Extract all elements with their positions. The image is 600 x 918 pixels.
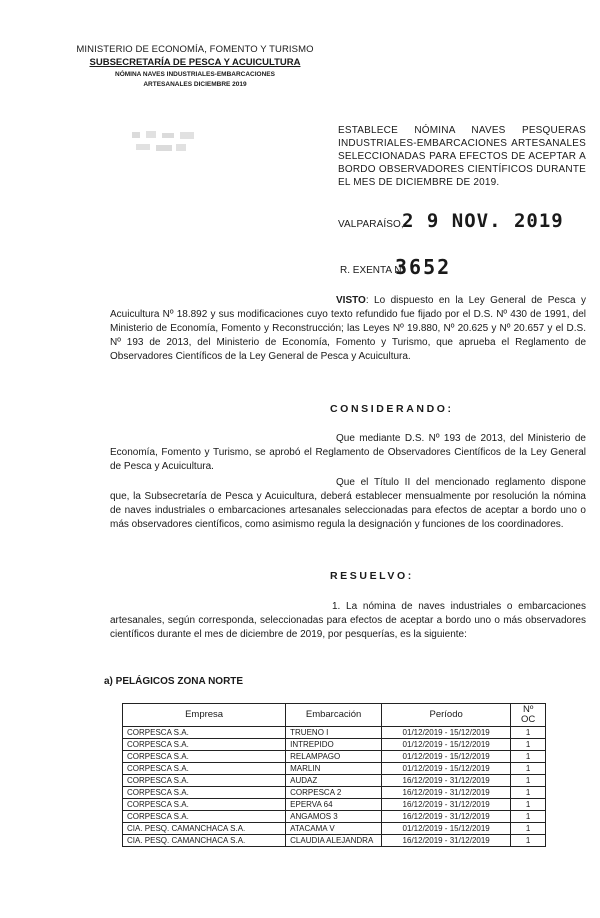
document-code-line-2: ARTESANALES DICIEMBRE 2019 <box>143 81 247 88</box>
cell-embarcacion: ANGAMOS 3 <box>286 811 382 823</box>
resolution-number: 3652 <box>395 255 452 279</box>
table-row <box>123 775 546 787</box>
table-row <box>123 835 546 847</box>
cell-periodo: 16/12/2019 - 31/12/2019 <box>382 835 511 847</box>
cell-empresa: CORPESCA S.A. <box>123 811 286 823</box>
considerando-paragraph-1 <box>110 432 586 474</box>
table-row <box>123 763 546 775</box>
table-header-row <box>123 704 546 727</box>
ministry-name: MINISTERIO DE ECONOMÍA, FOMENTO Y TURISMO <box>76 44 314 55</box>
cell-empresa: CIA. PESQ. CAMANCHACA S.A. <box>123 823 286 835</box>
header-empresa: Empresa <box>123 704 286 727</box>
cell-embarcacion: AUDAZ <box>286 775 382 787</box>
visto-label: VISTO <box>336 295 366 306</box>
table-row <box>123 811 546 823</box>
cell-periodo: 01/12/2019 - 15/12/2019 <box>382 739 511 751</box>
cell-num-oc: 1 <box>511 835 546 847</box>
cell-periodo: 01/12/2019 - 15/12/2019 <box>382 823 511 835</box>
cell-embarcacion: MARLIN <box>286 763 382 775</box>
cell-num-oc: 1 <box>511 799 546 811</box>
stamped-date: 2 9 NOV. 2019 <box>402 210 564 232</box>
resuelvo-heading: RESUELVO: <box>330 570 414 582</box>
cell-embarcacion: ATACAMA V <box>286 823 382 835</box>
vessel-table <box>122 703 546 847</box>
considerando-1-text: Que mediante D.S. Nº 193 de 2013, del Ministerio de Economía, Fomento y Turismo, se aprobó el Reglamento de Observadores Científicos de la Ley General de Pesca y Acuicultura. <box>110 433 586 472</box>
table-row <box>123 823 546 835</box>
subsecretaria-name: SUBSECRETARÍA DE PESCA Y ACUICULTURA <box>89 57 301 68</box>
cell-periodo: 01/12/2019 - 15/12/2019 <box>382 763 511 775</box>
cell-empresa: CIA. PESQ. CAMANCHACA S.A. <box>123 835 286 847</box>
section-a-title: a) PELÁGICOS ZONA NORTE <box>104 676 244 687</box>
considerando-2-text: Que el Título II del mencionado reglamento dispone que, la Subsecretaría de Pesca y Acuicultura, deberá establecer mensualmente por resolución la nómina de naves industriales o embarcaciones artesanales seleccionadas para efectos de aceptar a bordo uno o más observadores científicos, como asimismo regula la designación y funciones de los coordinadores. <box>110 477 586 530</box>
header-embarcacion: Embarcación <box>286 704 382 727</box>
visto-paragraph <box>110 294 586 364</box>
considerando-paragraph-2 <box>110 476 586 532</box>
cell-num-oc: 1 <box>511 775 546 787</box>
cell-num-oc: 1 <box>511 811 546 823</box>
visto-text: : Lo dispuesto en la Ley General de Pesca y Acuicultura Nº 18.892 y sus modificaciones cuyo texto refundido fue fijado por el D.S. Nº 430 de 1991, del Ministerio de Economía, Fomento y Reconstrucción; las Leyes Nº 19.880, Nº 20.625 y Nº 20.657 y el D.S. Nº 193 de 2013, del Ministerio de Economía, Fomento y Turismo, que aprueba el Reglamento de Observadores Científicos de la Ley General de Pesca y Acuicultura. <box>110 295 586 362</box>
cell-empresa: CORPESCA S.A. <box>123 763 286 775</box>
table-row <box>123 787 546 799</box>
cell-periodo: 16/12/2019 - 31/12/2019 <box>382 799 511 811</box>
cell-periodo: 01/12/2019 - 15/12/2019 <box>382 751 511 763</box>
document-code-line-1: NÓMINA NAVES INDUSTRIALES-EMBARCACIONES <box>115 71 275 78</box>
cell-empresa: CORPESCA S.A. <box>123 739 286 751</box>
cell-embarcacion: RELAMPAGO <box>286 751 382 763</box>
considerando-heading: CONSIDERANDO: <box>330 403 454 415</box>
cell-num-oc: 1 <box>511 787 546 799</box>
header-num-oc: Nº OC <box>511 704 546 727</box>
faded-stamp-icon <box>130 128 200 158</box>
header-periodo: Período <box>382 704 511 727</box>
resuelvo-paragraph-1 <box>110 600 586 642</box>
cell-embarcacion: CORPESCA 2 <box>286 787 382 799</box>
table-row <box>123 739 546 751</box>
resolution-subject: ESTABLECE NÓMINA NAVES PESQUERAS INDUSTRIALES-EMBARCACIONES ARTESANALES SELECCIONADAS PARA EFECTOS DE ACEPTAR A BORDO OBSERVADORES CIENTÍFICOS DURANTE EL MES DE DICIEMBRE DE 2019. <box>338 125 586 188</box>
cell-num-oc: 1 <box>511 739 546 751</box>
cell-empresa: CORPESCA S.A. <box>123 727 286 739</box>
cell-periodo: 16/12/2019 - 31/12/2019 <box>382 811 511 823</box>
resolution-label: R. EXENTA Nº <box>340 265 406 276</box>
cell-periodo: 01/12/2019 - 15/12/2019 <box>382 727 511 739</box>
cell-num-oc: 1 <box>511 727 546 739</box>
cell-num-oc: 1 <box>511 763 546 775</box>
cell-embarcacion: CLAUDIA ALEJANDRA <box>286 835 382 847</box>
cell-num-oc: 1 <box>511 751 546 763</box>
cell-embarcacion: TRUENO I <box>286 727 382 739</box>
cell-empresa: CORPESCA S.A. <box>123 775 286 787</box>
cell-embarcacion: EPERVA 64 <box>286 799 382 811</box>
table-row <box>123 751 546 763</box>
table-row <box>123 799 546 811</box>
cell-periodo: 16/12/2019 - 31/12/2019 <box>382 787 511 799</box>
cell-empresa: CORPESCA S.A. <box>123 787 286 799</box>
cell-empresa: CORPESCA S.A. <box>123 799 286 811</box>
resuelvo-1-text: 1. La nómina de naves industriales o embarcaciones artesanales, según corresponda, seleccionadas para efectos de aceptar a bordo uno o más observadores científicos durante el mes de diciembre de 2019, por pesquerías, es la siguiente: <box>110 601 586 640</box>
place: VALPARAÍSO, <box>338 219 404 230</box>
cell-num-oc: 1 <box>511 823 546 835</box>
cell-empresa: CORPESCA S.A. <box>123 751 286 763</box>
cell-periodo: 16/12/2019 - 31/12/2019 <box>382 775 511 787</box>
letterhead <box>60 44 330 88</box>
table-row <box>123 727 546 739</box>
cell-embarcacion: INTREPIDO <box>286 739 382 751</box>
